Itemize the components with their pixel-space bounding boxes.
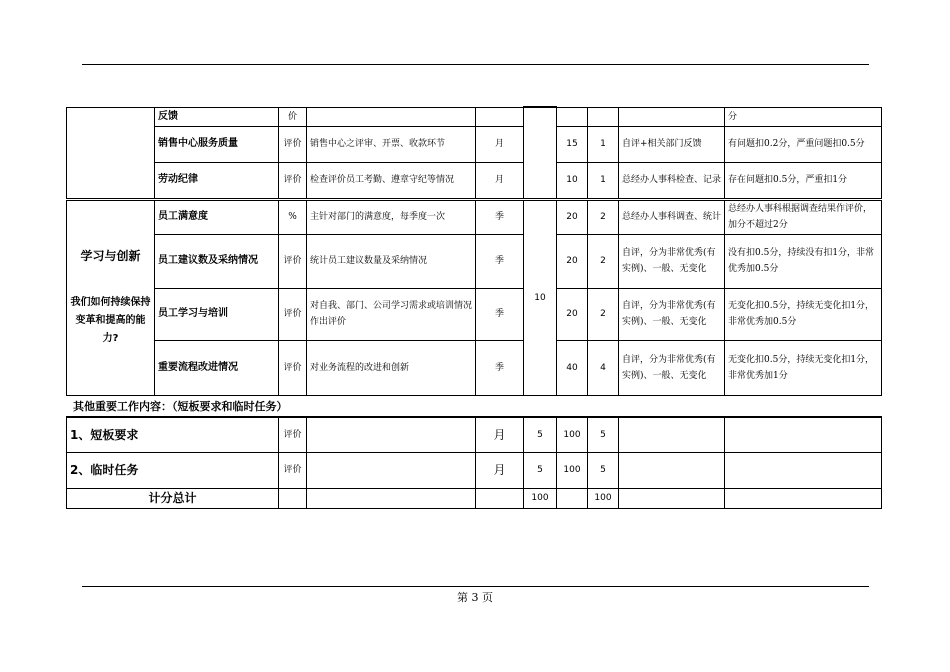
eval-cell: 评价 — [279, 340, 307, 395]
eval-cell: 评价 — [279, 162, 307, 199]
source-cell: 自评，分为非常优秀(有实例)、一般、无变化 — [619, 288, 725, 340]
table-row — [67, 126, 882, 162]
table-row — [67, 107, 882, 126]
other-work-table — [66, 416, 882, 509]
eval-cell: % — [279, 199, 307, 234]
desc-cell: 对业务流程的改进和创新 — [307, 340, 476, 395]
score-cell: 20 — [557, 199, 588, 234]
category-cell — [67, 199, 155, 395]
grade-cell: 2 — [588, 234, 619, 288]
total-label: 计分总计 — [67, 488, 279, 508]
rule-cell: 有问题扣0.2分，严重问题扣0.5分 — [725, 126, 882, 162]
eval-cell: 评价 — [279, 417, 307, 452]
freq-cell: 季 — [476, 234, 524, 288]
item-cell: 1、短板要求 — [67, 417, 279, 452]
rule-cell: 存在问题扣0.5分，严重扣1分 — [725, 162, 882, 199]
item-cell: 反馈 — [155, 107, 279, 126]
desc-cell — [307, 107, 476, 126]
weight-cell: 10 — [524, 199, 557, 395]
desc-cell: 检查评价员工考勤、遵章守纪等情况 — [307, 162, 476, 199]
table-row — [67, 162, 882, 199]
category-title: 学习与创新 — [80, 248, 141, 263]
rule-cell: 无变化扣0.5分，持续无变化扣1分，非常优秀加0.5分 — [725, 288, 882, 340]
item-cell: 员工建议数及采纳情况 — [155, 234, 279, 288]
score-cell — [557, 107, 588, 126]
item-cell: 销售中心服务质量 — [155, 126, 279, 162]
score-cell: 20 — [557, 234, 588, 288]
eval-cell: 评价 — [279, 126, 307, 162]
desc-cell: 统计员工建议数量及采纳情况 — [307, 234, 476, 288]
grade-cell: 4 — [588, 340, 619, 395]
desc-cell — [307, 417, 476, 452]
source-cell — [619, 107, 725, 126]
source-cell: 自评+相关部门反馈 — [619, 126, 725, 162]
freq-cell: 月 — [476, 452, 524, 488]
eval-cell — [279, 488, 307, 508]
source-cell: 总经办人事科调查、统计 — [619, 199, 725, 234]
table-row — [67, 340, 882, 395]
table-row — [67, 288, 882, 340]
grade-cell — [588, 107, 619, 126]
kpi-table — [66, 106, 882, 396]
item-cell: 2、临时任务 — [67, 452, 279, 488]
category-question: 我们如何持续保持变革和提高的能力? — [70, 296, 151, 344]
eval-cell: 评价 — [279, 288, 307, 340]
table-row — [67, 234, 882, 288]
other-work-heading: 其他重要工作内容：（短板要求和临时任务） — [73, 400, 288, 413]
grade-cell: 1 — [588, 162, 619, 199]
weight-cell: 5 — [524, 452, 557, 488]
desc-cell: 对自我、部门、公司学习需求或培训情况作出评价 — [307, 288, 476, 340]
score-cell: 100 — [557, 417, 588, 452]
item-cell: 员工满意度 — [155, 199, 279, 234]
eval-cell: 评价 — [279, 452, 307, 488]
table-row — [67, 488, 882, 508]
item-cell: 劳动纪律 — [155, 162, 279, 199]
rule-cell — [725, 488, 882, 508]
rule-cell: 没有扣0.5分，持续没有扣1分，非常优秀加0.5分 — [725, 234, 882, 288]
item-cell: 重要流程改进情况 — [155, 340, 279, 395]
weight-cell — [524, 107, 557, 199]
source-cell — [619, 452, 725, 488]
source-cell — [619, 488, 725, 508]
rule-cell — [725, 417, 882, 452]
table-row — [67, 199, 882, 234]
freq-cell: 季 — [476, 288, 524, 340]
grade-cell: 1 — [588, 126, 619, 162]
score-cell: 40 — [557, 340, 588, 395]
score-cell: 15 — [557, 126, 588, 162]
table-row — [67, 452, 882, 488]
rule-cell: 总经办人事科根据调查结果作评价，加分不超过2分 — [725, 199, 882, 234]
page-number: 第 3 页 — [457, 591, 493, 604]
freq-cell — [476, 107, 524, 126]
score-cell: 100 — [557, 452, 588, 488]
source-cell: 自评，分为非常优秀(有实例)、一般、无变化 — [619, 234, 725, 288]
table-row — [67, 417, 882, 452]
source-cell: 自评，分为非常优秀(有实例)、一般、无变化 — [619, 340, 725, 395]
item-cell: 员工学习与培训 — [155, 288, 279, 340]
freq-cell: 月 — [476, 126, 524, 162]
source-cell — [619, 417, 725, 452]
desc-cell — [307, 488, 476, 508]
freq-cell: 月 — [476, 162, 524, 199]
grade-cell: 2 — [588, 288, 619, 340]
score-cell: 20 — [557, 288, 588, 340]
total-weight: 100 — [524, 488, 557, 508]
freq-cell — [476, 488, 524, 508]
eval-cell: 价 — [279, 107, 307, 126]
desc-cell: 主针对部门的满意度，每季度一次 — [307, 199, 476, 234]
source-cell: 总经办人事科检查、记录 — [619, 162, 725, 199]
freq-cell: 月 — [476, 417, 524, 452]
rule-cell: 无变化扣0.5分，持续无变化扣1分，非常优秀加1分 — [725, 340, 882, 395]
grade-cell: 5 — [588, 452, 619, 488]
score-cell — [557, 488, 588, 508]
total-grade: 100 — [588, 488, 619, 508]
rule-cell — [725, 452, 882, 488]
weight-cell: 5 — [524, 417, 557, 452]
freq-cell: 季 — [476, 340, 524, 395]
footer-rule — [82, 586, 869, 587]
freq-cell: 季 — [476, 199, 524, 234]
desc-cell: 销售中心之评审、开票、收款环节 — [307, 126, 476, 162]
category-cell — [67, 107, 155, 199]
grade-cell: 5 — [588, 417, 619, 452]
grade-cell: 2 — [588, 199, 619, 234]
desc-cell — [307, 452, 476, 488]
rule-cell: 分 — [725, 107, 882, 126]
score-cell: 10 — [557, 162, 588, 199]
header-rule — [82, 64, 869, 65]
eval-cell: 评价 — [279, 234, 307, 288]
